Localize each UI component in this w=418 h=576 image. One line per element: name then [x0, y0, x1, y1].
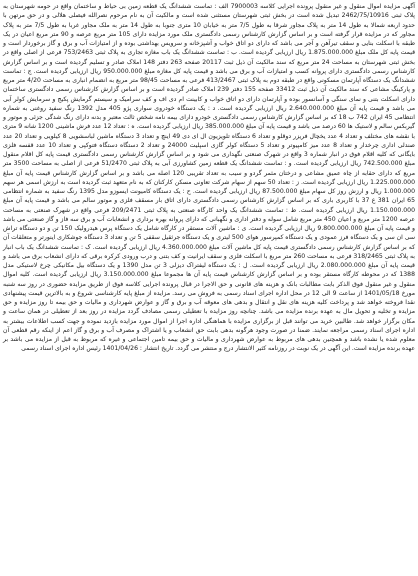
auction-notice-text: آگهی مزایده اموال منقول و غیر منقول پرونده اجرایی کلاسه 7900003 الف : تماست ششدانگ یک قطعه زمین بی حیاط و ساختمان واقع در حومه شهرستان به پلاک ثبتی 2462/75/10916 تبدیل شده است در بخش ثبتی شهرستان مستثنی شده است و مالکیت آن به نام مرحوم نصرالله فیصلی هلالی و در حق مرتهن با حدود اربعه شمالا به طول 14 متر به پلاک مجاور شرقا به طول 7/5 متر به خیابان 10 متری جنوبا به طول 14 متر به ملک مجاور غربا به طول 7/5 متر به پلاک مجاور که در مزایده قرار گرفته است و بر اساس گزارش کارشناس رسمی دادگستری ملک مورد مزایده دارای 105 متر مربع عرصه و 90 متر مربع اعیان در یک طبقه با اسکلت بنایی و سقف تیرآهن و آجر می باشد که دارای دو اتاق خواب و آشپزخانه و سرویس بهداشتی بوده و از امتیازات آب و برق و گاز برخوردار است و قیمت پایه کل ملک مبلغ 1.875.000.000 ریال ارزیابی گردیده است. ب : تماست ششدانگ یک باب مغازه تجاری به پلاک ثبتی 753/2463 فرعی از اصلی واقع در بخش ثبتی شهرستان به مساحت 24 متر مربع که سند مالکیت آن ذیل ثبت 20117 صفحه 263 دفتر 148 املاک صادر و تسلیم گردیده است و بر اساس گزارش کارشناس رسمی دادگستری دارای پروانه کسب و امتیازات آب و برق می باشد و قیمت پایه کل مغازه مبلغ 950.000.000 ریال ارزیابی گردیده است. ج : تماست ششدانگ یک دستگاه آپارتمان مسکونی واقع در طبقه دوم به پلاک ثبتی 413/2467 فرعی به مساحت 98/45 متر مربع به انضمام انباری به مساحت 4/20 متر مربع و پارکینگ مشاعی که سند مالکیت آن ذیل ثبت 33412 صفحه 155 دفتر 239 املاک صادر گردیده است و بر اساس گزارش کارشناس رسمی دادگستری ساختمان دارای اسکلت بتنی و نمای سنگی و آسانسور بوده و آپارتمان دارای دو اتاق خواب و کابینت ام دی اف و کف سرامیک و سیستم گرمایش پکیج و سرمایش کولر آبی می باشد و قیمت پایه آن مبلغ 2.640.000.000 ریال ارزیابی گردیده است. د : یک دستگاه خودروی سواری پژو 405 مدل 1392 رنگ سفید روغنی به شماره انتظامی 45 ایران 742 ب 18 که بر اساس گزارش کارشناس رسمی دادگستری خودرو دارای بیمه نامه شخص ثالث معتبر و بدنه دارای رنگ شدگی جزئی و موتور و گیربکس سالم و لاستیک ها 60 درصد می باشد و قیمت پایه آن مبلغ 385.000.000 ریال ارزیابی گردیده است. ه : تعداد 12 عدد فرش ماشینی 1200 شانه 9 متری با نقشه های مختلف و تعداد 4 عدد یخچال فریزر دوقلو و تعداد 6 دستگاه تلویزیون ال ای دی 49 اینچ و تعداد 3 دستگاه ماشین لباسشویی 8 کیلویی و تعداد 20 عدد صندلی اداری چرخدار و تعداد 8 عدد میز کامپیوتر و تعداد 5 دستگاه کولر گازی اسپلیت 24000 و تعداد 2 دستگاه دستگاه فتوکپی و تعداد 10 عدد قفسه فلزی بایگانی که کلیه اقلام فوق در انبار شماره 3 واقع در شهرک صنعتی نگهداری می شود و بر اساس گزارش کارشناس رسمی دادگستری قیمت پایه کل اقلام منقول مبلغ 742.500.000 ریال ارزیابی گردیده است. و : تماست ششدانگ یک قطعه زمین کشاورزی آبی به پلاک ثبتی 51/2470 فرعی از اصلی به مساحت 3500 متر مربع که دارای حقابه از چاه عمیق مشاعی و درختان مثمر گردو و سیب به تعداد تقریبی 120 اصله می باشد و بر اساس گزارش کارشناس قیمت پایه آن مبلغ 1.225.000.000 ریال ارزیابی گردیده است. ز : تعداد 50 سهم از سهام شرکت تعاونی مسکن کارکنان که به نام متعهد ثبت گردیده است به ارزش اسمی هر سهم 1.000.000 ریال و ارزش روز کل سهام مبلغ 87.500.000 ریال ارزیابی گردیده است. ح : یک دستگاه کامیونت ایسوزو مدل 1395 رنگ سفید به شماره انتظامی 65 ایران 381 ع 37 با کاربری باری که بر اساس گزارش کارشناس رسمی دادگستری دارای اتاق بار مسقف فلزی و موتور سالم می باشد و قیمت پایه آن مبلغ 1.150.000.000 ریال ارزیابی گردیده است. ط : تماست ششدانگ یک واحد کارگاه صنعتی به پلاک ثبتی 209/2471 فرعی واقع در شهرک صنعتی به مساحت عرصه 1200 متر مربع و اعیان 450 متر مربع شامل سوله و دفتر اداری و نگهبانی که دارای پروانه بهره برداری و انشعابات آب و برق سه فاز و گاز صنعتی می باشد و قیمت پایه آن مبلغ 9.800.000.000 ریال ارزیابی گردیده است. ی : ماشین آلات مستقر در کارگاه شامل یک دستگاه پرس هیدرولیک 150 تن و دو دستگاه تراش سی ان سی و یک دستگاه فرز عمودی و یک دستگاه کمپرسور هوای 500 لیتری و یک دستگاه جرثقیل سقفی 5 تن و تعداد 3 دستگاه جوشکاری اینورتر و متعلقات آن که بر اساس گزارش کارشناس رسمی دادگستری قیمت پایه کل ماشین آلات مبلغ 4.360.000.000 ریال ارزیابی گردیده است. ک : تماست ششدانگ یک باب انبار به پلاک ثبتی 318/2465 فرعی به مساحت 260 متر مربع با اسکلت فلزی و سقف ایرانیت و کف بتنی و درب ورودی کرکره برقی که دارای انشعاب برق می باشد و قیمت پایه آن مبلغ 2.080.000.000 ریال ارزیابی گردیده است. ل : یک دستگاه لیفتراک دیزلی 3 تن مدل 1390 و یک دستگاه بیل مکانیکی چرخ لاستیکی مدل 1388 که در محوطه کارگاه مستقر بوده و بر اساس گزارش کارشناس قیمت پایه آن ها مجموعا مبلغ 3.150.000.000 ریال ارزیابی گردیده است. کلیه اموال منقول و غیر منقول فوق الذکر بابت مطالبات بانک و هزینه های قانونی و حق الاجرا در قبال پرونده اجرایی کلاسه فوق از طریق مزایده حضوری در روز سه شنبه مورخ 1401/05/18 از ساعت 9 الی 12 در محل اداره اجرای اسناد رسمی به فروش می رسد. مزایده از مبلغ پایه کارشناسی شروع و به بالاترین قیمت پیشنهادی نقدا فروخته خواهد شد و پرداخت کلیه هزینه های نقل و انتقال و بدهی های معوقه آب و برق و گاز و عوارض شهرداری و مالیات و حق بیمه تا روز مزایده و حق مزایده و تخلیه و تحویل مال به عهده برنده مزایده می باشد. چنانچه روز مزایده با تعطیلی رسمی مصادف گردد مزایده در روز بعد از تعطیلی در همان ساعت و مکان برگزار خواهد شد. طالبین خرید می توانند قبل از برگزاری مزایده با هماهنگی اداره اجرا از اموال مورد مزایده بازدید نموده و جهت کسب اطلاعات بیشتر به اداره اجرای اسناد رسمی مراجعه نمایند. ضمنا در صورت وجود هرگونه بدهی بابت حق انشعاب و یا اشتراک و مصرف آب و برق و گاز اعم از اینکه رقم قطعی آن معلوم شده یا نشده باشد و همچنین بدهی های مربوط به عوارض شهرداری و مالیات و حق بیمه تامین اجتماعی و غیره که مربوط به قبل از مزایده می باشد بر عهده برنده مزایده است. این آگهی در یک نوبت در روزنامه کثیر الانتشار درج و منتشر می گردد. تاریخ انتشار : 1401/04/26 رئیس اداره اجرای اسناد رسمی — [3, 3, 416, 353]
